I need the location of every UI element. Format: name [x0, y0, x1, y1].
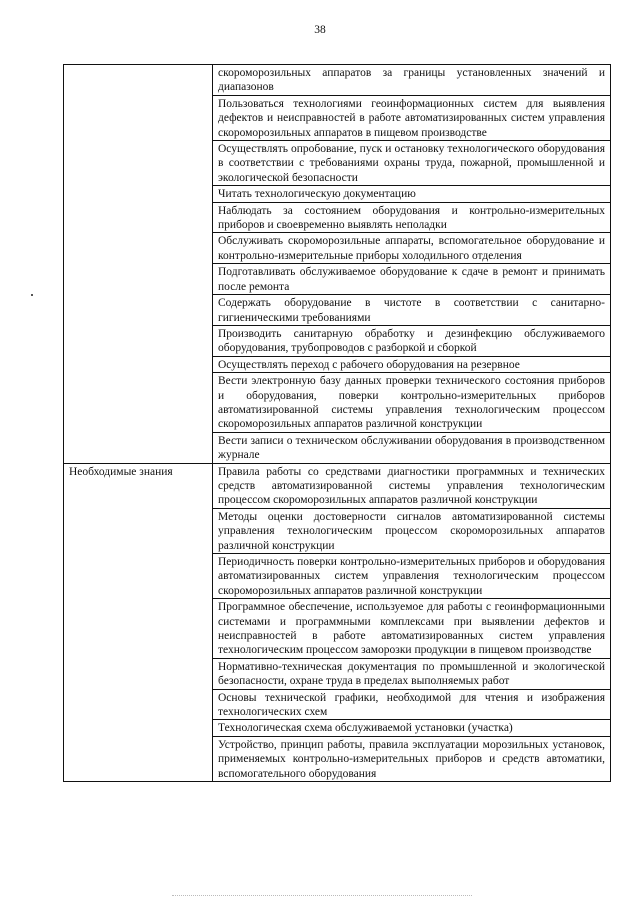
table-cell: Технологическая схема обслуживаемой установки (участка): [213, 720, 611, 736]
row-label-skills: [64, 65, 213, 464]
table-cell: скороморозильных аппаратов за границы установленных значений и диапазонов: [213, 65, 611, 96]
table-cell: Устройство, принцип работы, правила эксплуатации морозильных установок, применяемых контрольно-измерительных приборов и средств автоматики, вспомогательного оборудования: [213, 736, 611, 781]
table-cell: Вести записи о техническом обслуживании оборудования в производственном журнале: [213, 432, 611, 463]
scan-edge-noise: [172, 895, 472, 897]
table-row: [64, 463, 611, 508]
table-cell: Периодичность поверки контрольно-измерительных приборов и оборудования автоматизированных систем управления технологическим процессом скороморозильных аппаратов различной конструкции: [213, 554, 611, 599]
table-cell: Наблюдать за состоянием оборудования и контрольно-измерительных приборов и своевременно выявлять неполадки: [213, 202, 611, 233]
table-cell: Осуществлять переход с рабочего оборудования на резервное: [213, 356, 611, 372]
table-cell: Правила работы со средствами диагностики программных и технических средств автоматизированной системы управления технологическим процессом скороморозильных аппаратов различной конструкции: [213, 463, 611, 508]
competency-table: [63, 64, 611, 782]
table-cell: Обслуживать скороморозильные аппараты, вспомогательное оборудование и контрольно-измерительные приборы холодильного отделения: [213, 233, 611, 264]
row-label-knowledge: Необходимые знания: [64, 463, 213, 782]
table-cell: Вести электронную базу данных проверки технического состояния приборов и оборудования, поверки контрольно-измерительных приборов автоматизированной системы управления технологическим процессом скороморозильных аппаратов различной конструкции: [213, 373, 611, 433]
table-cell: Осуществлять опробование, пуск и остановку технологического оборудования в соответствии с требованиями охраны труда, пожарной, промышленной и экологической безопасности: [213, 141, 611, 186]
table-row: [64, 65, 611, 96]
table-cell: Основы технической графики, необходимой для чтения и изображения технологических схем: [213, 689, 611, 720]
table-cell: Содержать оборудование в чистоте в соответствии с санитарно-гигиеническими требованиями: [213, 295, 611, 326]
table-cell: Производить санитарную обработку и дезинфекцию обслуживаемого оборудования, трубопроводов с разборкой и сборкой: [213, 325, 611, 356]
table-cell: Методы оценки достоверности сигналов автоматизированной системы управления технологическим процессом скороморозильных аппаратов различной конструкции: [213, 508, 611, 553]
table-cell: Нормативно-техническая документация по промышленной и экологической безопасности, охране труда в пределах выполняемых работ: [213, 658, 611, 689]
table-cell: Программное обеспечение, используемое для работы с геоинформационными системами и программными комплексами при выявлении дефектов и неисправностей в работе автоматизированных систем управления технологическим процессом заморозки продукции в пищевом производстве: [213, 599, 611, 659]
table-cell: Читать технологическую документацию: [213, 186, 611, 202]
scan-speck: [31, 294, 33, 296]
page-number: 38: [314, 24, 326, 36]
table-cell: Подготавливать обслуживаемое оборудование к сдаче в ремонт и принимать после ремонта: [213, 264, 611, 295]
table-cell: Пользоваться технологиями геоинформационных систем для выявления дефектов и неисправностей в работе автоматизированных систем управления скороморозильных аппаратов в пищевом производстве: [213, 95, 611, 140]
